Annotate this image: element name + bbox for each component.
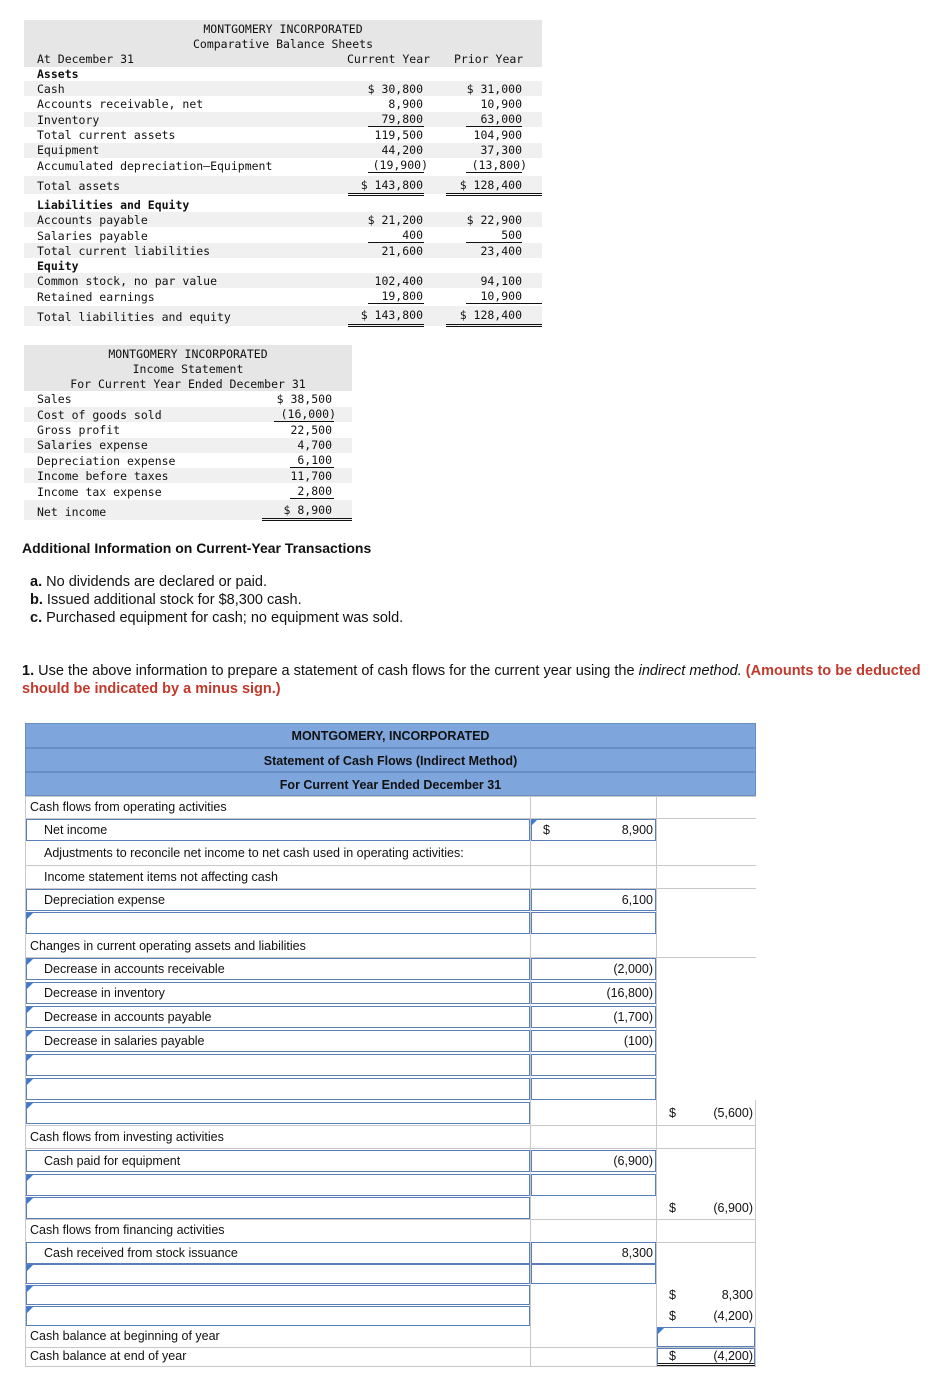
bs-row-prior: $ 128,400: [459, 308, 522, 322]
adjustments-label: Adjustments to reconcile net income to net cash used in operating activities:: [44, 846, 464, 860]
blank-label-input[interactable]: [26, 1264, 530, 1284]
end-cash-label: Cash balance at end of year: [30, 1349, 187, 1363]
bs-row-prior: 500: [501, 228, 522, 242]
bs-row-label: Accumulated depreciation—Equipment: [37, 159, 273, 173]
bs-row-prior: $ 128,400: [459, 178, 522, 192]
bs-row-current: (19,900): [372, 158, 428, 172]
bs-row-label: Total liabilities and equity: [37, 310, 231, 324]
dropdown-marker-icon: [27, 1286, 33, 1292]
blank-label-input[interactable]: [26, 912, 530, 934]
bs-row-current: $ 143,800: [360, 308, 423, 322]
bs-row-current: $ 30,800: [367, 82, 423, 96]
bs-row-label: Total current liabilities: [37, 244, 211, 258]
bs-row-label: Salaries payable: [37, 229, 148, 243]
bs-row-prior: $ 22,900: [466, 213, 522, 227]
is-row-amount: $ 38,500: [276, 392, 332, 406]
dollar-sign: $: [669, 1349, 676, 1363]
blank-amount-input[interactable]: [531, 1174, 656, 1196]
investing-total: (6,900): [713, 1201, 753, 1215]
bs-row-label: Total assets: [37, 179, 121, 193]
balance-sheet-title: Comparative Balance Sheets: [192, 37, 373, 51]
additional-heading: Additional Information on Current-Year Transactions: [22, 540, 372, 556]
is-row-label: Net income: [37, 505, 107, 519]
financing-heading: Cash flows from financing activities: [30, 1223, 225, 1237]
change-label: Decrease in salaries payable: [44, 1034, 205, 1048]
equity-heading: Equity: [37, 259, 79, 273]
dropdown-marker-icon: [531, 820, 537, 826]
is-row-amount: 6,100: [297, 453, 332, 467]
dollar-sign: $: [669, 1288, 676, 1302]
cf-company: MONTGOMERY, INCORPORATED: [25, 723, 756, 748]
dollar-sign: $: [669, 1309, 676, 1323]
noncash-label: Income statement items not affecting cash: [44, 870, 278, 884]
bs-row-label: Equipment: [37, 143, 100, 157]
bs-row-prior: 10,900: [480, 289, 522, 303]
changes-heading: Changes in current operating assets and liabilities: [30, 939, 306, 953]
blank-label-input[interactable]: [26, 1078, 530, 1100]
bs-row-prior: 63,000: [480, 112, 522, 126]
dropdown-marker-icon: [658, 1328, 664, 1334]
net-income-label: Net income: [44, 823, 108, 837]
cf-title: Statement of Cash Flows (Indirect Method): [25, 748, 756, 772]
additional-item: a. No dividends are declared or paid.: [30, 574, 267, 590]
bs-row-current: 44,200: [381, 143, 423, 157]
blank-amount-input[interactable]: [531, 1078, 656, 1100]
bs-row-prior: 23,400: [480, 244, 522, 258]
bs-row-label: Retained earnings: [37, 290, 155, 304]
balance-sheet-company: MONTGOMERY INCORPORATED: [203, 22, 363, 36]
additional-item: c. Purchased equipment for cash; no equipment was sold.: [30, 610, 404, 626]
dropdown-marker-icon: [27, 1007, 33, 1013]
assets-heading: Assets: [37, 67, 79, 81]
blank-amount-input[interactable]: [531, 1054, 656, 1076]
is-row-label: Salaries expense: [37, 438, 148, 452]
bs-row-current: $ 21,200: [367, 213, 423, 227]
operating-heading: Cash flows from operating activities: [30, 800, 227, 814]
dropdown-marker-icon: [27, 983, 33, 989]
net-income-amount: 8,900: [621, 823, 653, 837]
bs-row-prior: 104,900: [473, 128, 522, 142]
income-company: MONTGOMERY INCORPORATED: [108, 347, 268, 361]
bs-row-current: 79,800: [381, 112, 423, 126]
blank-label-input[interactable]: [26, 1054, 530, 1076]
dollar-sign: $: [669, 1201, 676, 1215]
bs-row-current: 119,500: [374, 128, 423, 142]
bs-row-label: Cash: [37, 82, 65, 96]
dollar-sign: $: [669, 1106, 676, 1120]
bs-row-label: Inventory: [37, 113, 100, 127]
equipment-amount: (6,900): [613, 1154, 653, 1168]
bs-row-label: Accounts receivable, net: [37, 97, 204, 111]
equipment-label: Cash paid for equipment: [44, 1154, 181, 1168]
bs-row-current: 19,800: [381, 289, 423, 303]
operating-total: (5,600): [713, 1106, 753, 1120]
is-row-label: Income before taxes: [37, 469, 169, 483]
bs-row-prior: 94,100: [480, 274, 522, 288]
financing-total-label-input[interactable]: [26, 1285, 530, 1305]
blank-amount-input[interactable]: [531, 1264, 656, 1284]
bs-row-current: 21,600: [381, 244, 423, 258]
dropdown-marker-icon: [27, 1175, 33, 1181]
dropdown-marker-icon: [27, 1055, 33, 1061]
col-prior-header: Prior Year: [454, 52, 524, 66]
is-row-amount: 11,700: [290, 469, 332, 483]
blank-label-input[interactable]: [26, 1174, 530, 1196]
dropdown-marker-icon: [27, 1265, 33, 1271]
financing-total: 8,300: [721, 1288, 753, 1302]
dropdown-marker-icon: [27, 959, 33, 965]
bs-row-current: 400: [402, 228, 423, 242]
bs-row-current: 102,400: [374, 274, 423, 288]
bs-row-label: Common stock, no par value: [37, 274, 218, 288]
stock-amount: 8,300: [621, 1246, 653, 1260]
bs-row-current: $ 143,800: [360, 178, 423, 192]
net-change: (4,200): [713, 1309, 753, 1323]
is-row-label: Income tax expense: [37, 485, 162, 499]
date-label: At December 31: [37, 52, 134, 66]
change-amount: (2,000): [613, 962, 653, 976]
is-row-label: Sales: [37, 392, 72, 406]
is-row-label: Cost of goods sold: [37, 408, 162, 422]
income-period: For Current Year Ended December 31: [70, 377, 306, 391]
liabilities-heading: Liabilities and Equity: [37, 198, 190, 212]
dropdown-marker-icon: [27, 1307, 33, 1313]
bs-row-prior: 10,900: [480, 97, 522, 111]
change-amount: (16,800): [606, 986, 653, 1000]
is-row-label: Gross profit: [37, 423, 121, 437]
begin-cash-input[interactable]: [657, 1327, 755, 1347]
question-text: 1. Use the above information to prepare a statement of cash flows for the current year using the indirect method. (Amounts to be deducted should be indicated by a minus sign.): [22, 663, 921, 697]
stock-label: Cash received from stock issuance: [44, 1246, 238, 1260]
is-row-amount: 4,700: [297, 438, 332, 452]
is-row-amount: 2,800: [297, 484, 332, 498]
blank-amount-input[interactable]: [531, 912, 656, 934]
change-label: Decrease in accounts receivable: [44, 962, 225, 976]
bs-row-label: Total current assets: [37, 128, 176, 142]
change-amount: (1,700): [613, 1010, 653, 1024]
dropdown-marker-icon: [27, 1031, 33, 1037]
depreciation-amount: 6,100: [621, 893, 653, 907]
col-current-header: Current Year: [347, 52, 431, 66]
net-change-label-input[interactable]: [26, 1306, 530, 1326]
change-label: Decrease in accounts payable: [44, 1010, 212, 1024]
depreciation-label: Depreciation expense: [44, 893, 165, 907]
change-amount: (100): [623, 1034, 653, 1048]
bs-row-current: 8,900: [388, 97, 423, 111]
dropdown-marker-icon: [27, 1079, 33, 1085]
additional-item: b. Issued additional stock for $8,300 cash.: [30, 592, 302, 608]
bs-row-prior: $ 31,000: [466, 82, 522, 96]
dropdown-marker-icon: [27, 913, 33, 919]
is-row-amount: (16,000): [280, 407, 336, 421]
bs-row-prior: (13,800): [471, 158, 527, 172]
end-cash-amount: (4,200): [713, 1349, 753, 1363]
is-row-label: Depreciation expense: [37, 454, 176, 468]
bs-row-label: Accounts payable: [37, 213, 148, 227]
dollar-sign: $: [543, 823, 550, 837]
cf-period: For Current Year Ended December 31: [25, 772, 756, 796]
begin-cash-label: Cash balance at beginning of year: [30, 1329, 220, 1343]
bs-row-prior: 37,300: [480, 143, 522, 157]
change-label: Decrease in inventory: [44, 986, 165, 1000]
investing-heading: Cash flows from investing activities: [30, 1130, 224, 1144]
income-title: Income Statement: [132, 362, 244, 376]
is-row-amount: $ 8,900: [283, 503, 332, 517]
is-row-amount: 22,500: [290, 423, 332, 437]
